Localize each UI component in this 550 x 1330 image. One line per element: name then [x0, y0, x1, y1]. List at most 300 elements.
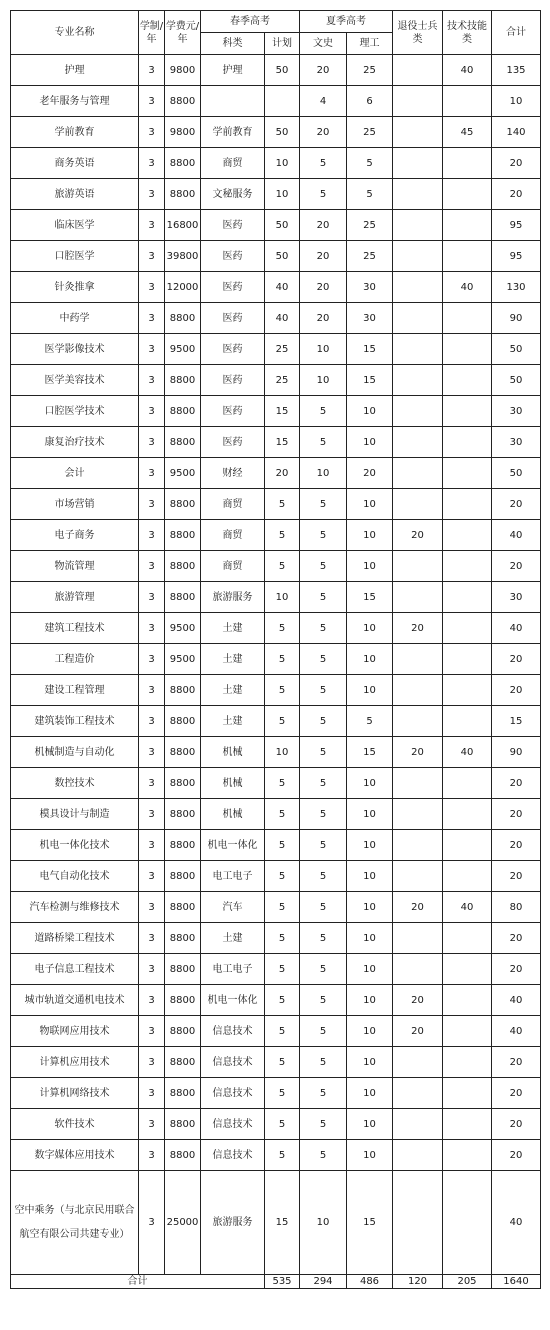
- cell-total: 20: [492, 768, 541, 799]
- cell-arts: 5: [300, 954, 347, 985]
- cell-sci: 25: [347, 210, 393, 241]
- cell-veteran: [393, 1078, 443, 1109]
- cell-arts: 5: [300, 1016, 347, 1047]
- cell-veteran: [393, 489, 443, 520]
- cell-total: 40: [492, 520, 541, 551]
- table-row: [11, 582, 541, 613]
- cell-veteran: [393, 458, 443, 489]
- cell-fee: 8800: [165, 954, 201, 985]
- table-row: [11, 272, 541, 303]
- cell-sci: 15: [347, 365, 393, 396]
- cell-total: 80: [492, 892, 541, 923]
- cell-total: 90: [492, 303, 541, 334]
- cell-subject: 医药: [201, 396, 265, 427]
- cell-plan: 5: [265, 706, 300, 737]
- cell-plan: 5: [265, 675, 300, 706]
- cell-arts: 5: [300, 489, 347, 520]
- cell-plan: 20: [265, 458, 300, 489]
- cell-total: 20: [492, 923, 541, 954]
- cell-tech: [443, 1047, 492, 1078]
- cell-years: 3: [139, 1109, 165, 1140]
- cell-sci: 15: [347, 1171, 393, 1275]
- cell-subject: 电工电子: [201, 954, 265, 985]
- cell-sci: 30: [347, 272, 393, 303]
- cell-fee: 8800: [165, 861, 201, 892]
- cell-name: 工程造价: [11, 644, 139, 675]
- cell-subject: 旅游服务: [201, 582, 265, 613]
- cell-arts: 5: [300, 892, 347, 923]
- cell-arts: 5: [300, 1109, 347, 1140]
- cell-veteran: [393, 427, 443, 458]
- header-spring: 春季高考: [201, 11, 300, 33]
- cell-years: 3: [139, 923, 165, 954]
- cell-sci: 10: [347, 1078, 393, 1109]
- cell-arts: 5: [300, 613, 347, 644]
- cell-tech: [443, 489, 492, 520]
- cell-subject: 信息技术: [201, 1047, 265, 1078]
- cell-tech: [443, 613, 492, 644]
- cell-total: 95: [492, 241, 541, 272]
- cell-subject: 医药: [201, 303, 265, 334]
- cell-tech: [443, 706, 492, 737]
- cell-years: 3: [139, 86, 165, 117]
- table-row: [11, 923, 541, 954]
- cell-veteran: 20: [393, 985, 443, 1016]
- cell-plan: 5: [265, 954, 300, 985]
- cell-arts: 5: [300, 737, 347, 768]
- cell-tech: [443, 582, 492, 613]
- table-row: [11, 830, 541, 861]
- cell-years: 3: [139, 985, 165, 1016]
- cell-name: 市场营销: [11, 489, 139, 520]
- cell-years: 3: [139, 396, 165, 427]
- cell-veteran: [393, 923, 443, 954]
- cell-sci: 10: [347, 892, 393, 923]
- cell-fee: 12000: [165, 272, 201, 303]
- cell-years: 3: [139, 334, 165, 365]
- cell-arts: 20: [300, 241, 347, 272]
- cell-years: 3: [139, 799, 165, 830]
- cell-veteran: [393, 551, 443, 582]
- table-row: [11, 365, 541, 396]
- cell-total: 20: [492, 644, 541, 675]
- header-tech: 技术技能类: [443, 11, 492, 55]
- cell-veteran: [393, 706, 443, 737]
- cell-years: 3: [139, 551, 165, 582]
- cell-years: 3: [139, 303, 165, 334]
- header-sci: 理工: [347, 33, 393, 55]
- cell-name: 针灸推拿: [11, 272, 139, 303]
- cell-veteran: [393, 86, 443, 117]
- cell-name: 护理: [11, 55, 139, 86]
- cell-total: 20: [492, 1047, 541, 1078]
- cell-plan: 25: [265, 365, 300, 396]
- cell-veteran: [393, 799, 443, 830]
- header-summer: 夏季高考: [300, 11, 393, 33]
- cell-fee: 16800: [165, 210, 201, 241]
- cell-subject: 信息技术: [201, 1109, 265, 1140]
- table-row: [11, 334, 541, 365]
- cell-subject: 医药: [201, 334, 265, 365]
- table-row: [11, 644, 541, 675]
- cell-years: 3: [139, 458, 165, 489]
- cell-sci: 10: [347, 1016, 393, 1047]
- cell-veteran: 20: [393, 1016, 443, 1047]
- cell-total: 15: [492, 706, 541, 737]
- cell-veteran: [393, 954, 443, 985]
- cell-plan: 10: [265, 737, 300, 768]
- cell-subject: 土建: [201, 706, 265, 737]
- cell-veteran: [393, 768, 443, 799]
- cell-subject: 医药: [201, 427, 265, 458]
- cell-subject: 商贸: [201, 148, 265, 179]
- cell-plan: 5: [265, 520, 300, 551]
- cell-name: 商务英语: [11, 148, 139, 179]
- cell-plan: 5: [265, 644, 300, 675]
- cell-years: 3: [139, 830, 165, 861]
- cell-arts: 5: [300, 706, 347, 737]
- cell-tech: 45: [443, 117, 492, 148]
- table-row: [11, 985, 541, 1016]
- cell-sci: 10: [347, 489, 393, 520]
- cell-sci: 5: [347, 148, 393, 179]
- cell-fee: 8800: [165, 86, 201, 117]
- cell-name: 医学影像技术: [11, 334, 139, 365]
- header-years: 学制/年: [139, 11, 165, 55]
- cell-arts: 20: [300, 210, 347, 241]
- cell-plan: 50: [265, 117, 300, 148]
- cell-veteran: [393, 148, 443, 179]
- cell-years: 3: [139, 1047, 165, 1078]
- cell-total: 10: [492, 86, 541, 117]
- cell-fee: 8800: [165, 148, 201, 179]
- cell-arts: 5: [300, 427, 347, 458]
- cell-veteran: 20: [393, 520, 443, 551]
- cell-sci: 10: [347, 830, 393, 861]
- table-row: [11, 1171, 541, 1275]
- cell-total: 20: [492, 551, 541, 582]
- cell-arts: 5: [300, 520, 347, 551]
- cell-veteran: [393, 644, 443, 675]
- cell-years: 3: [139, 1171, 165, 1275]
- cell-years: 3: [139, 768, 165, 799]
- header-fee: 学费元/年: [165, 11, 201, 55]
- cell-fee: 9800: [165, 55, 201, 86]
- cell-name: 城市轨道交通机电技术: [11, 985, 139, 1016]
- cell-total: 20: [492, 830, 541, 861]
- table-row: [11, 427, 541, 458]
- cell-name: 模具设计与制造: [11, 799, 139, 830]
- cell-tech: [443, 954, 492, 985]
- cell-veteran: [393, 861, 443, 892]
- table-row: [11, 520, 541, 551]
- cell-fee: 8800: [165, 1109, 201, 1140]
- cell-arts: 5: [300, 768, 347, 799]
- total-row: [11, 1275, 541, 1289]
- cell-subject: 机电一体化: [201, 830, 265, 861]
- cell-veteran: [393, 1140, 443, 1171]
- cell-plan: 5: [265, 861, 300, 892]
- enrollment-table: [10, 10, 541, 1289]
- cell-veteran: [393, 210, 443, 241]
- cell-plan: 5: [265, 768, 300, 799]
- cell-veteran: [393, 334, 443, 365]
- cell-subject: 土建: [201, 923, 265, 954]
- table-row: [11, 396, 541, 427]
- cell-name: 数字媒体应用技术: [11, 1140, 139, 1171]
- table-row: [11, 737, 541, 768]
- cell-sci: 10: [347, 613, 393, 644]
- cell-sci: 10: [347, 396, 393, 427]
- cell-name: 电气自动化技术: [11, 861, 139, 892]
- cell-years: 3: [139, 148, 165, 179]
- cell-fee: 8800: [165, 489, 201, 520]
- cell-tech: [443, 768, 492, 799]
- cell-tech: 40: [443, 737, 492, 768]
- cell-plan: 10: [265, 582, 300, 613]
- cell-years: 3: [139, 520, 165, 551]
- cell-arts: 5: [300, 861, 347, 892]
- cell-veteran: [393, 55, 443, 86]
- cell-total: 20: [492, 1140, 541, 1171]
- cell-sci: 10: [347, 1047, 393, 1078]
- table-row: [11, 210, 541, 241]
- cell-arts: 5: [300, 148, 347, 179]
- cell-plan: 15: [265, 1171, 300, 1275]
- cell-tech: [443, 148, 492, 179]
- cell-tech: 40: [443, 892, 492, 923]
- cell-plan: 5: [265, 1047, 300, 1078]
- cell-sci: 10: [347, 675, 393, 706]
- cell-veteran: [393, 179, 443, 210]
- cell-sci: 30: [347, 303, 393, 334]
- cell-total: 50: [492, 334, 541, 365]
- cell-subject: 商贸: [201, 551, 265, 582]
- cell-total: 20: [492, 675, 541, 706]
- cell-veteran: [393, 241, 443, 272]
- cell-fee: 8800: [165, 1078, 201, 1109]
- cell-tech: [443, 520, 492, 551]
- cell-years: 3: [139, 272, 165, 303]
- cell-veteran: [393, 117, 443, 148]
- cell-fee: 8800: [165, 365, 201, 396]
- cell-fee: 8800: [165, 427, 201, 458]
- cell-veteran: 20: [393, 613, 443, 644]
- cell-fee: 8800: [165, 768, 201, 799]
- cell-fee: 8800: [165, 923, 201, 954]
- cell-total: 95: [492, 210, 541, 241]
- cell-arts: 10: [300, 334, 347, 365]
- cell-plan: 5: [265, 1078, 300, 1109]
- cell-subject: 信息技术: [201, 1078, 265, 1109]
- header-total: 合计: [492, 11, 541, 55]
- cell-sci: 10: [347, 954, 393, 985]
- cell-veteran: [393, 365, 443, 396]
- cell-arts: 5: [300, 1047, 347, 1078]
- cell-sci: 15: [347, 737, 393, 768]
- table-row: [11, 458, 541, 489]
- cell-plan: [265, 86, 300, 117]
- cell-fee: 8800: [165, 582, 201, 613]
- cell-name: 机械制造与自动化: [11, 737, 139, 768]
- table-row: [11, 1016, 541, 1047]
- cell-years: 3: [139, 365, 165, 396]
- cell-name: 计算机应用技术: [11, 1047, 139, 1078]
- cell-arts: 5: [300, 644, 347, 675]
- cell-name: 老年服务与管理: [11, 86, 139, 117]
- cell-subject: 医药: [201, 272, 265, 303]
- cell-arts: 5: [300, 582, 347, 613]
- cell-name: 临床医学: [11, 210, 139, 241]
- cell-arts: 20: [300, 303, 347, 334]
- cell-fee: 25000: [165, 1171, 201, 1275]
- table-row: [11, 241, 541, 272]
- cell-arts: 5: [300, 551, 347, 582]
- cell-plan: 50: [265, 210, 300, 241]
- cell-tech: 40: [443, 55, 492, 86]
- cell-total: 40: [492, 985, 541, 1016]
- cell-total: 40: [492, 1171, 541, 1275]
- cell-tech: [443, 830, 492, 861]
- cell-name: 汽车检测与维修技术: [11, 892, 139, 923]
- table-row: [11, 768, 541, 799]
- cell-years: 3: [139, 179, 165, 210]
- cell-sci: 25: [347, 117, 393, 148]
- cell-plan: 5: [265, 799, 300, 830]
- cell-years: 3: [139, 892, 165, 923]
- cell-name: 会计: [11, 458, 139, 489]
- cell-tech: [443, 985, 492, 1016]
- cell-name: 口腔医学: [11, 241, 139, 272]
- cell-tech: [443, 861, 492, 892]
- cell-sci: 5: [347, 179, 393, 210]
- cell-years: 3: [139, 954, 165, 985]
- cell-sci: 5: [347, 706, 393, 737]
- cell-subject: 旅游服务: [201, 1171, 265, 1275]
- table-row: [11, 1140, 541, 1171]
- cell-plan: 5: [265, 985, 300, 1016]
- cell-fee: 9500: [165, 334, 201, 365]
- table-row: [11, 179, 541, 210]
- cell-name: 中药学: [11, 303, 139, 334]
- cell-tech: [443, 1171, 492, 1275]
- cell-subject: 汽车: [201, 892, 265, 923]
- cell-tech: [443, 365, 492, 396]
- table-row: [11, 1078, 541, 1109]
- cell-tech: [443, 86, 492, 117]
- cell-fee: 8800: [165, 706, 201, 737]
- table-body: [11, 55, 541, 1275]
- cell-veteran: [393, 1047, 443, 1078]
- cell-tech: [443, 1078, 492, 1109]
- cell-name: 医学美容技术: [11, 365, 139, 396]
- cell-arts: 20: [300, 117, 347, 148]
- table-row: [11, 799, 541, 830]
- table-row: [11, 148, 541, 179]
- cell-arts: 5: [300, 830, 347, 861]
- cell-name: 建筑装饰工程技术: [11, 706, 139, 737]
- cell-fee: 8800: [165, 892, 201, 923]
- table-row: [11, 861, 541, 892]
- cell-name: 电子信息工程技术: [11, 954, 139, 985]
- cell-plan: 5: [265, 830, 300, 861]
- cell-years: 3: [139, 241, 165, 272]
- cell-tech: [443, 179, 492, 210]
- cell-total: 20: [492, 861, 541, 892]
- cell-years: 3: [139, 613, 165, 644]
- cell-years: 3: [139, 1078, 165, 1109]
- cell-total: 130: [492, 272, 541, 303]
- cell-veteran: 20: [393, 737, 443, 768]
- table-row: [11, 86, 541, 117]
- header-plan: 计划: [265, 33, 300, 55]
- table-row: [11, 613, 541, 644]
- cell-veteran: 20: [393, 892, 443, 923]
- cell-years: 3: [139, 675, 165, 706]
- cell-plan: 5: [265, 1016, 300, 1047]
- header-arts: 文史: [300, 33, 347, 55]
- cell-total: 50: [492, 365, 541, 396]
- cell-tech: 40: [443, 272, 492, 303]
- cell-plan: 50: [265, 241, 300, 272]
- cell-total: 40: [492, 613, 541, 644]
- cell-fee: 8800: [165, 799, 201, 830]
- cell-total: 90: [492, 737, 541, 768]
- cell-name: 旅游管理: [11, 582, 139, 613]
- cell-fee: 9800: [165, 117, 201, 148]
- table-row: [11, 954, 541, 985]
- cell-sci: 10: [347, 644, 393, 675]
- cell-sci: 10: [347, 861, 393, 892]
- cell-veteran: [393, 675, 443, 706]
- cell-tech: [443, 241, 492, 272]
- cell-subject: 土建: [201, 675, 265, 706]
- cell-subject: 电工电子: [201, 861, 265, 892]
- header-subject: 科类: [201, 33, 265, 55]
- cell-arts: 20: [300, 272, 347, 303]
- cell-plan: 5: [265, 551, 300, 582]
- cell-sci: 10: [347, 799, 393, 830]
- cell-plan: 10: [265, 179, 300, 210]
- cell-arts: 10: [300, 1171, 347, 1275]
- table-row: [11, 706, 541, 737]
- cell-sci: 6: [347, 86, 393, 117]
- cell-tech: [443, 675, 492, 706]
- cell-plan: 40: [265, 303, 300, 334]
- cell-name: 软件技术: [11, 1109, 139, 1140]
- cell-years: 3: [139, 1016, 165, 1047]
- cell-subject: 护理: [201, 55, 265, 86]
- cell-tech: [443, 334, 492, 365]
- cell-years: 3: [139, 737, 165, 768]
- cell-veteran: [393, 272, 443, 303]
- cell-name: 物流管理: [11, 551, 139, 582]
- cell-tech: [443, 799, 492, 830]
- cell-plan: 5: [265, 489, 300, 520]
- cell-tech: [443, 1016, 492, 1047]
- cell-name: 建设工程管理: [11, 675, 139, 706]
- cell-subject: 财经: [201, 458, 265, 489]
- cell-name: 物联网应用技术: [11, 1016, 139, 1047]
- cell-plan: 5: [265, 1140, 300, 1171]
- cell-arts: 5: [300, 1078, 347, 1109]
- cell-tech: [443, 458, 492, 489]
- cell-total: 30: [492, 582, 541, 613]
- total-total: 1640: [492, 1275, 541, 1289]
- cell-tech: [443, 210, 492, 241]
- cell-fee: 9500: [165, 644, 201, 675]
- cell-subject: 学前教育: [201, 117, 265, 148]
